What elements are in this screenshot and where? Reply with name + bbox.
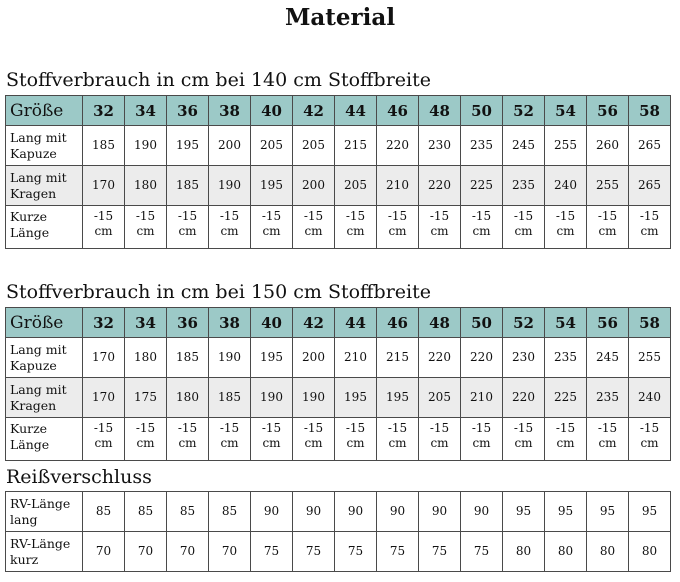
value-cell: 190	[251, 378, 293, 418]
value-cell: 200	[209, 126, 251, 166]
value-cell: 85	[209, 492, 251, 532]
value-cell: 180	[125, 338, 167, 378]
size-header-cell: 42	[293, 308, 335, 338]
size-header-cell: 48	[419, 308, 461, 338]
size-header-cell: 40	[251, 308, 293, 338]
size-header-cell: 40	[251, 96, 293, 126]
size-header-cell: 38	[209, 96, 251, 126]
value-cell: 180	[167, 378, 209, 418]
value-cell: 255	[545, 126, 587, 166]
row-label-line: Länge	[10, 437, 50, 452]
value-cell: 70	[167, 532, 209, 572]
value-cell: 240	[629, 378, 671, 418]
value-cell: 210	[461, 378, 503, 418]
value-cell: 170	[83, 378, 125, 418]
size-header-cell: 36	[167, 308, 209, 338]
value-cell: 225	[461, 166, 503, 206]
value-cell: 230	[419, 126, 461, 166]
size-header-cell: 32	[83, 308, 125, 338]
value-cell: 255	[587, 166, 629, 206]
size-header-label: Größe	[6, 96, 83, 126]
size-header-cell: 54	[545, 96, 587, 126]
size-header-cell: 32	[83, 96, 125, 126]
value-cell: -15 cm	[209, 206, 251, 249]
value-cell: 210	[377, 166, 419, 206]
value-cell: -15 cm	[629, 206, 671, 249]
size-header	[6, 308, 671, 338]
value-cell: -15 cm	[293, 206, 335, 249]
value-cell: 80	[629, 532, 671, 572]
value-cell: 95	[545, 492, 587, 532]
size-header-cell: 56	[587, 96, 629, 126]
value-cell: 190	[209, 338, 251, 378]
value-cell: 80	[503, 532, 545, 572]
value-cell: 95	[587, 492, 629, 532]
value-cell: 170	[83, 338, 125, 378]
value-cell: 225	[545, 378, 587, 418]
value-cell: -15 cm	[377, 206, 419, 249]
table-body	[6, 126, 671, 249]
value-cell: 190	[209, 166, 251, 206]
value-cell: 70	[83, 532, 125, 572]
value-cell: -15 cm	[83, 418, 125, 461]
value-cell: -15 cm	[629, 418, 671, 461]
size-header-cell: 58	[629, 308, 671, 338]
value-cell: 190	[293, 378, 335, 418]
row-label-line: RV-Länge	[10, 535, 71, 551]
table-row	[6, 206, 671, 249]
value-cell: 260	[587, 126, 629, 166]
value-cell: 235	[587, 378, 629, 418]
row-label	[6, 378, 83, 418]
fabric-table-140	[5, 95, 671, 249]
table-row	[6, 492, 671, 532]
value-cell: 215	[377, 338, 419, 378]
size-header-cell: 38	[209, 308, 251, 338]
value-cell: 195	[251, 338, 293, 378]
header-row	[6, 96, 671, 126]
section-heading-140: Stoffverbrauch in cm bei 140 cm Stoffbreite	[6, 69, 431, 91]
value-cell: 235	[545, 338, 587, 378]
value-cell: 220	[419, 338, 461, 378]
zipper-table	[5, 491, 671, 572]
value-cell: 195	[335, 378, 377, 418]
value-cell: 185	[83, 126, 125, 166]
row-label-line: RV-Länge	[10, 495, 71, 511]
row-label-line: lang	[10, 511, 38, 527]
table-row	[6, 126, 671, 166]
size-header-cell: 54	[545, 308, 587, 338]
table-row	[6, 338, 671, 378]
size-header	[6, 96, 671, 126]
size-header-cell: 34	[125, 308, 167, 338]
size-header-cell: 44	[335, 96, 377, 126]
header-row	[6, 308, 671, 338]
value-cell: 85	[125, 492, 167, 532]
value-cell: 75	[419, 532, 461, 572]
row-label-line: Länge	[10, 225, 50, 240]
size-header-cell: 56	[587, 308, 629, 338]
value-cell: 85	[167, 492, 209, 532]
size-header-cell: 34	[125, 96, 167, 126]
value-cell: 75	[335, 532, 377, 572]
row-label-line: Kurze	[10, 421, 48, 436]
value-cell: 210	[335, 338, 377, 378]
size-header-cell: 52	[503, 308, 545, 338]
value-cell: 75	[377, 532, 419, 572]
section-heading-zipper: Reißverschluss	[6, 466, 152, 488]
value-cell: 220	[419, 166, 461, 206]
size-header-cell: 52	[503, 96, 545, 126]
value-cell: 170	[83, 166, 125, 206]
value-cell: 85	[83, 492, 125, 532]
value-cell: 200	[293, 166, 335, 206]
row-label-line: Lang mit	[10, 341, 67, 357]
row-label-line: Lang mit	[10, 129, 67, 145]
value-cell: 195	[167, 126, 209, 166]
value-cell: -15 cm	[335, 206, 377, 249]
row-label-line: Kapuze	[10, 145, 57, 161]
value-cell: 200	[293, 338, 335, 378]
value-cell: -15 cm	[251, 206, 293, 249]
value-cell: -15 cm	[419, 418, 461, 461]
value-cell: 75	[461, 532, 503, 572]
value-cell: 90	[419, 492, 461, 532]
row-label-line: Lang mit	[10, 381, 67, 397]
value-cell: -15 cm	[293, 418, 335, 461]
size-header-cell: 50	[461, 308, 503, 338]
value-cell: -15 cm	[419, 206, 461, 249]
fabric-table-150	[5, 307, 671, 461]
value-cell: 220	[461, 338, 503, 378]
value-cell: -15 cm	[209, 418, 251, 461]
row-label	[6, 418, 83, 461]
size-header-cell: 42	[293, 96, 335, 126]
row-label	[6, 338, 83, 378]
row-label-line: Kragen	[10, 185, 57, 201]
size-header-cell: 46	[377, 96, 419, 126]
value-cell: -15 cm	[335, 418, 377, 461]
value-cell: -15 cm	[377, 418, 419, 461]
value-cell: 235	[461, 126, 503, 166]
size-header-cell: 36	[167, 96, 209, 126]
value-cell: 220	[377, 126, 419, 166]
row-label	[6, 206, 83, 249]
value-cell: 235	[503, 166, 545, 206]
table-body	[6, 492, 671, 572]
value-cell: 195	[377, 378, 419, 418]
value-cell: 245	[587, 338, 629, 378]
value-cell: 80	[545, 532, 587, 572]
value-cell: 90	[461, 492, 503, 532]
value-cell: 240	[545, 166, 587, 206]
value-cell: 180	[125, 166, 167, 206]
value-cell: 255	[629, 338, 671, 378]
table-row	[6, 166, 671, 206]
value-cell: -15 cm	[545, 418, 587, 461]
row-label-line: Kapuze	[10, 357, 57, 373]
size-header-cell: 48	[419, 96, 461, 126]
value-cell: 95	[629, 492, 671, 532]
table-row	[6, 418, 671, 461]
row-label	[6, 532, 83, 572]
value-cell: 230	[503, 338, 545, 378]
size-header-label: Größe	[6, 308, 83, 338]
value-cell: 215	[335, 126, 377, 166]
value-cell: 265	[629, 166, 671, 206]
value-cell: -15 cm	[167, 418, 209, 461]
value-cell: 245	[503, 126, 545, 166]
value-cell: 265	[629, 126, 671, 166]
size-header-cell: 46	[377, 308, 419, 338]
size-header-cell: 44	[335, 308, 377, 338]
value-cell: -15 cm	[545, 206, 587, 249]
value-cell: 175	[125, 378, 167, 418]
value-cell: 90	[377, 492, 419, 532]
row-label	[6, 166, 83, 206]
row-label-line: kurz	[10, 551, 39, 567]
value-cell: 205	[419, 378, 461, 418]
value-cell: -15 cm	[83, 206, 125, 249]
value-cell: 90	[335, 492, 377, 532]
row-label	[6, 126, 83, 166]
section-heading-150: Stoffverbrauch in cm bei 150 cm Stoffbreite	[6, 281, 431, 303]
value-cell: -15 cm	[167, 206, 209, 249]
size-header-cell: 50	[461, 96, 503, 126]
value-cell: 70	[209, 532, 251, 572]
value-cell: -15 cm	[125, 206, 167, 249]
value-cell: -15 cm	[125, 418, 167, 461]
page-title: Material	[284, 4, 396, 31]
value-cell: 195	[251, 166, 293, 206]
value-cell: -15 cm	[461, 418, 503, 461]
value-cell: 75	[293, 532, 335, 572]
value-cell: -15 cm	[503, 206, 545, 249]
value-cell: -15 cm	[461, 206, 503, 249]
value-cell: 205	[293, 126, 335, 166]
row-label	[6, 492, 83, 532]
table-body	[6, 338, 671, 461]
value-cell: 95	[503, 492, 545, 532]
value-cell: 90	[293, 492, 335, 532]
row-label-line: Kurze	[10, 209, 48, 224]
table-row	[6, 532, 671, 572]
value-cell: 90	[251, 492, 293, 532]
value-cell: 80	[587, 532, 629, 572]
value-cell: 185	[167, 338, 209, 378]
value-cell: -15 cm	[503, 418, 545, 461]
value-cell: 75	[251, 532, 293, 572]
value-cell: 190	[125, 126, 167, 166]
table-row	[6, 378, 671, 418]
value-cell: -15 cm	[251, 418, 293, 461]
row-label-line: Lang mit	[10, 169, 67, 185]
value-cell: 205	[335, 166, 377, 206]
row-label-line: Kragen	[10, 397, 57, 413]
value-cell: -15 cm	[587, 418, 629, 461]
value-cell: -15 cm	[587, 206, 629, 249]
value-cell: 205	[251, 126, 293, 166]
value-cell: 220	[503, 378, 545, 418]
size-header-cell: 58	[629, 96, 671, 126]
value-cell: 185	[209, 378, 251, 418]
value-cell: 70	[125, 532, 167, 572]
value-cell: 185	[167, 166, 209, 206]
